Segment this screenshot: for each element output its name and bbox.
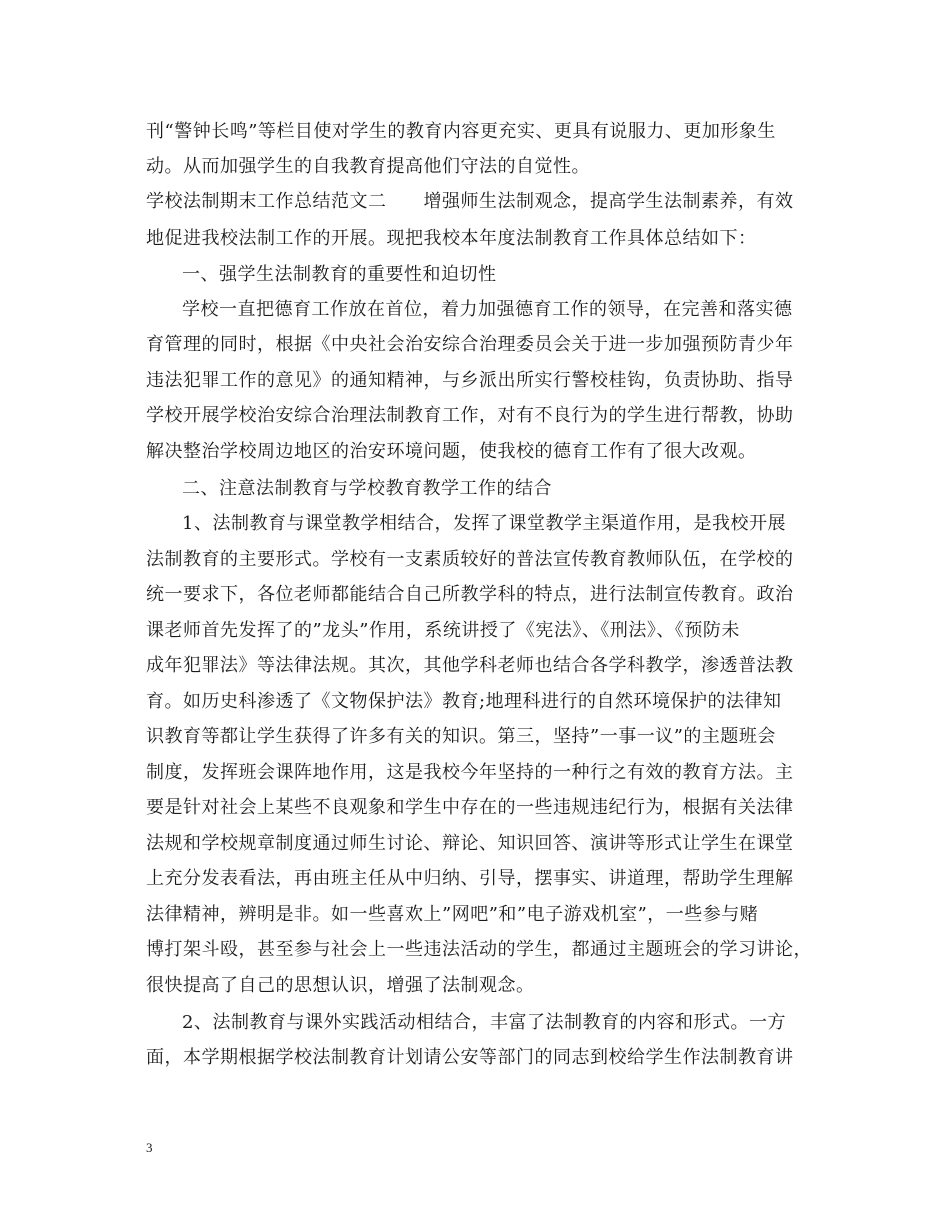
text-line: 课老师首先发挥了的”龙头”作用，系统讲授了《宪法》、《刑法》、《预防未 [146,620,740,641]
section-heading: 一、强学生法制教育的重要性和迫切性 [182,264,497,285]
text-line: 刊“警钟长鸣”等栏目使对学生的教育内容更充实、更具有说服力、更加形象生 [146,121,776,142]
text-line: 2、法制教育与课外实践活动相结合，丰富了法制教育的内容和形式。一方 [182,1012,786,1033]
text-line: 1、法制教育与课堂教学相结合，发挥了课堂教学主渠道作用，是我校开展 [182,513,786,534]
page-number: 3 [146,1140,153,1155]
text-line: 学校法制期末工作总结范文二 增强师生法制观念，提高学生法制素养，有效 [146,191,794,212]
text-line: 学校开展学校治安综合治理法制教育工作，对有不良行为的学生进行帮教，协助 [146,405,794,426]
text-line: 解决整治学校周边地区的治安环境问题，使我校的德育工作有了很大改观。 [146,441,757,462]
text-line: 法制教育的主要形式。学校有一支素质较好的普法宣传教育教师队伍，在学校的 [146,549,794,570]
text-line: 要是针对社会上某些不良观象和学生中存在的一些违规违纪行为，根据有关法律 [146,797,794,818]
text-line: 统一要求下，各位老师都能结合自己所教学科的特点，进行法制宣传教育。政治 [146,584,794,605]
text-line: 很快提高了自己的思想认识，增强了法制观念。 [146,975,535,996]
text-line: 学校一直把德育工作放在首位，着力加强德育工作的领导，在完善和落实德 [182,299,793,320]
text-line: 面，本学期根据学校法制教育计划请公安等部门的同志到校给学生作法制教育讲 [146,1047,794,1068]
text-line: 成年犯罪法》等法律法规。其次，其他学科老师也结合各学科教学，渗透普法教 [146,655,794,676]
text-line: 法规和学校规章制度通过师生讨论、辩论、知识回答、演讲等形式让学生在课堂 [146,833,794,854]
section-heading: 二、注意法制教育与学校教育教学工作的结合 [182,478,552,499]
text-line: 违法犯罪工作的意见》的通知精神，与乡派出所实行警校桂钩，负责协助、指导 [146,370,794,391]
text-line: 博打架斗殴，甚至参与社会上一些违法活动的学生，都通过主题班会的学习讲论， [146,939,812,960]
text-line: 育管理的同时，根据《中央社会治安综合治理委员会关于进一步加强预防青少年 [146,334,794,355]
text-line: 制度，发挥班会课阵地作用，这是我校今年坚持的一种行之有效的教育方法。主 [146,762,794,783]
text-line: 育。如历史科渗透了《文物保护法》教育;地理科进行的自然环境保护的法律知 [146,691,782,712]
text-line: 动。从而加强学生的自我教育提高他们守法的自觉性。 [146,156,590,177]
text-line: 识教育等都让学生获得了许多有关的知识。第三，坚持”一事一议”的主题班会 [146,726,776,747]
text-line: 上充分发表看法，再由班主任从中归纳、引导，摆事实、讲道理，帮助学生理解 [146,868,794,889]
text-line: 法律精神，辨明是非。如一些喜欢上”网吧”和”电子游戏机室”，一些参与赌 [146,904,759,925]
text-line: 地促进我校法制工作的开展。现把我校本年度法制教育工作具体总结如下： [146,228,757,249]
